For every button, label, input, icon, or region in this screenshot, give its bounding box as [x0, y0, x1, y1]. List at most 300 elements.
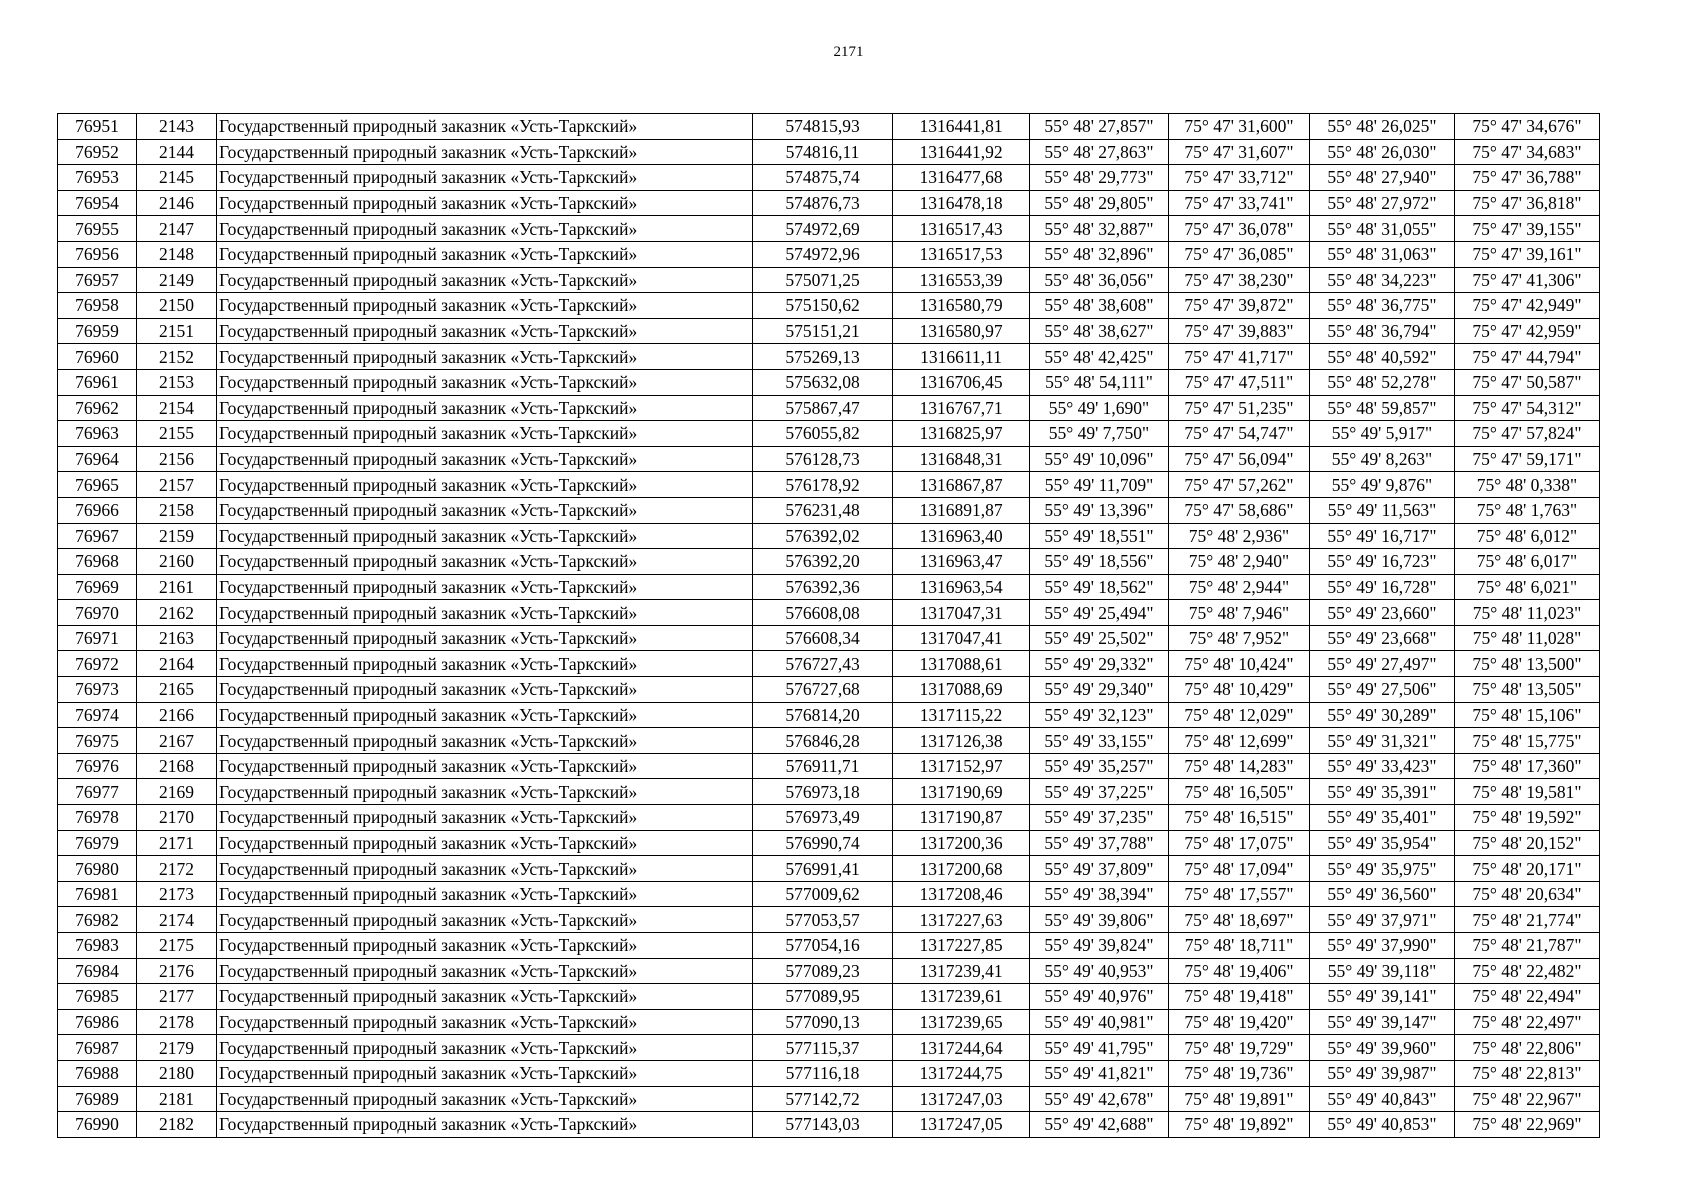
- latitude-2-cell: 55° 49' 35,391": [1310, 779, 1455, 805]
- object-name-cell: Государственный природный заказник «Усть-Таркский»: [217, 369, 753, 395]
- latitude-1-cell: 55° 49' 25,502": [1030, 625, 1169, 651]
- x-coordinate-cell: 576727,43: [753, 651, 893, 677]
- object-name-cell: Государственный природный заказник «Усть-Таркский»: [217, 600, 753, 626]
- longitude-1-cell: 75° 47' 41,717": [1169, 344, 1310, 370]
- point-number-cell: 2160: [137, 549, 217, 575]
- latitude-1-cell: 55° 49' 37,225": [1030, 779, 1169, 805]
- longitude-1-cell: 75° 47' 39,872": [1169, 293, 1310, 319]
- longitude-2-cell: 75° 48' 6,012": [1455, 523, 1600, 549]
- latitude-1-cell: 55° 49' 18,556": [1030, 549, 1169, 575]
- object-name-cell: Государственный природный заказник «Усть-Таркский»: [217, 651, 753, 677]
- latitude-2-cell: 55° 48' 31,055": [1310, 216, 1455, 242]
- row-number-cell: 76979: [58, 830, 137, 856]
- table-row: [58, 344, 1600, 370]
- latitude-2-cell: 55° 48' 27,940": [1310, 165, 1455, 191]
- object-name-cell: Государственный природный заказник «Усть-Таркский»: [217, 267, 753, 293]
- coordinates-table: [57, 113, 1600, 1138]
- object-name-cell: Государственный природный заказник «Усть-Таркский»: [217, 395, 753, 421]
- longitude-1-cell: 75° 48' 17,557": [1169, 881, 1310, 907]
- latitude-2-cell: 55° 49' 39,147": [1310, 1009, 1455, 1035]
- longitude-2-cell: 75° 47' 57,824": [1455, 421, 1600, 447]
- row-number-cell: 76982: [58, 907, 137, 933]
- latitude-2-cell: 55° 49' 35,975": [1310, 856, 1455, 882]
- longitude-1-cell: 75° 48' 7,946": [1169, 600, 1310, 626]
- latitude-2-cell: 55° 49' 37,990": [1310, 933, 1455, 959]
- row-number-cell: 76977: [58, 779, 137, 805]
- y-coordinate-cell: 1316825,97: [893, 421, 1030, 447]
- y-coordinate-cell: 1316441,81: [893, 114, 1030, 140]
- latitude-2-cell: 55° 49' 16,723": [1310, 549, 1455, 575]
- table-row: [58, 165, 1600, 191]
- table-row: [58, 190, 1600, 216]
- y-coordinate-cell: 1317047,41: [893, 625, 1030, 651]
- table-row: [58, 958, 1600, 984]
- object-name-cell: Государственный природный заказник «Усть-Таркский»: [217, 421, 753, 447]
- x-coordinate-cell: 576128,73: [753, 446, 893, 472]
- longitude-2-cell: 75° 47' 41,306": [1455, 267, 1600, 293]
- x-coordinate-cell: 576973,49: [753, 805, 893, 831]
- longitude-1-cell: 75° 47' 36,078": [1169, 216, 1310, 242]
- y-coordinate-cell: 1316706,45: [893, 369, 1030, 395]
- latitude-1-cell: 55° 48' 42,425": [1030, 344, 1169, 370]
- latitude-1-cell: 55° 49' 32,123": [1030, 702, 1169, 728]
- x-coordinate-cell: 576990,74: [753, 830, 893, 856]
- x-coordinate-cell: 576911,71: [753, 753, 893, 779]
- longitude-1-cell: 75° 47' 39,883": [1169, 318, 1310, 344]
- y-coordinate-cell: 1317227,85: [893, 933, 1030, 959]
- y-coordinate-cell: 1317088,69: [893, 677, 1030, 703]
- longitude-2-cell: 75° 48' 6,017": [1455, 549, 1600, 575]
- table-row: [58, 907, 1600, 933]
- longitude-1-cell: 75° 48' 12,029": [1169, 702, 1310, 728]
- longitude-1-cell: 75° 48' 18,697": [1169, 907, 1310, 933]
- table-row: [58, 1086, 1600, 1112]
- longitude-2-cell: 75° 47' 39,161": [1455, 241, 1600, 267]
- object-name-cell: Государственный природный заказник «Усть-Таркский»: [217, 779, 753, 805]
- latitude-2-cell: 55° 48' 59,857": [1310, 395, 1455, 421]
- x-coordinate-cell: 576814,20: [753, 702, 893, 728]
- row-number-cell: 76986: [58, 1009, 137, 1035]
- longitude-1-cell: 75° 48' 19,406": [1169, 958, 1310, 984]
- longitude-2-cell: 75° 48' 20,152": [1455, 830, 1600, 856]
- row-number-cell: 76953: [58, 165, 137, 191]
- latitude-1-cell: 55° 48' 27,863": [1030, 139, 1169, 165]
- table-row: [58, 805, 1600, 831]
- longitude-1-cell: 75° 48' 19,729": [1169, 1035, 1310, 1061]
- x-coordinate-cell: 576392,36: [753, 574, 893, 600]
- point-number-cell: 2169: [137, 779, 217, 805]
- row-number-cell: 76971: [58, 625, 137, 651]
- object-name-cell: Государственный природный заказник «Усть-Таркский»: [217, 702, 753, 728]
- object-name-cell: Государственный природный заказник «Усть-Таркский»: [217, 728, 753, 754]
- row-number-cell: 76973: [58, 677, 137, 703]
- x-coordinate-cell: 574815,93: [753, 114, 893, 140]
- row-number-cell: 76952: [58, 139, 137, 165]
- y-coordinate-cell: 1316553,39: [893, 267, 1030, 293]
- longitude-1-cell: 75° 47' 31,607": [1169, 139, 1310, 165]
- row-number-cell: 76969: [58, 574, 137, 600]
- object-name-cell: Государственный природный заказник «Усть-Таркский»: [217, 344, 753, 370]
- x-coordinate-cell: 576608,08: [753, 600, 893, 626]
- y-coordinate-cell: 1317244,75: [893, 1060, 1030, 1086]
- row-number-cell: 76978: [58, 805, 137, 831]
- point-number-cell: 2159: [137, 523, 217, 549]
- y-coordinate-cell: 1317088,61: [893, 651, 1030, 677]
- latitude-2-cell: 55° 49' 9,876": [1310, 472, 1455, 498]
- latitude-1-cell: 55° 49' 40,953": [1030, 958, 1169, 984]
- table-row: [58, 625, 1600, 651]
- table-row: [58, 318, 1600, 344]
- latitude-2-cell: 55° 49' 16,717": [1310, 523, 1455, 549]
- latitude-2-cell: 55° 49' 40,853": [1310, 1112, 1455, 1138]
- row-number-cell: 76959: [58, 318, 137, 344]
- longitude-2-cell: 75° 48' 22,497": [1455, 1009, 1600, 1035]
- point-number-cell: 2181: [137, 1086, 217, 1112]
- object-name-cell: Государственный природный заказник «Усть-Таркский»: [217, 523, 753, 549]
- table-row: [58, 984, 1600, 1010]
- longitude-1-cell: 75° 48' 2,936": [1169, 523, 1310, 549]
- x-coordinate-cell: 577142,72: [753, 1086, 893, 1112]
- row-number-cell: 76963: [58, 421, 137, 447]
- object-name-cell: Государственный природный заказник «Усть-Таркский»: [217, 856, 753, 882]
- row-number-cell: 76975: [58, 728, 137, 754]
- longitude-1-cell: 75° 48' 19,736": [1169, 1060, 1310, 1086]
- table-row: [58, 600, 1600, 626]
- latitude-1-cell: 55° 48' 29,805": [1030, 190, 1169, 216]
- longitude-2-cell: 75° 48' 1,763": [1455, 497, 1600, 523]
- object-name-cell: Государственный природный заказник «Усть-Таркский»: [217, 472, 753, 498]
- longitude-1-cell: 75° 48' 19,420": [1169, 1009, 1310, 1035]
- table-row: [58, 881, 1600, 907]
- longitude-2-cell: 75° 47' 34,683": [1455, 139, 1600, 165]
- y-coordinate-cell: 1317190,87: [893, 805, 1030, 831]
- table-row: [58, 753, 1600, 779]
- row-number-cell: 76962: [58, 395, 137, 421]
- x-coordinate-cell: 574816,11: [753, 139, 893, 165]
- y-coordinate-cell: 1317200,36: [893, 830, 1030, 856]
- object-name-cell: Государственный природный заказник «Усть-Таркский»: [217, 753, 753, 779]
- point-number-cell: 2166: [137, 702, 217, 728]
- latitude-2-cell: 55° 49' 8,263": [1310, 446, 1455, 472]
- row-number-cell: 76960: [58, 344, 137, 370]
- y-coordinate-cell: 1316441,92: [893, 139, 1030, 165]
- latitude-2-cell: 55° 49' 39,141": [1310, 984, 1455, 1010]
- point-number-cell: 2162: [137, 600, 217, 626]
- latitude-1-cell: 55° 49' 18,551": [1030, 523, 1169, 549]
- table-row: [58, 216, 1600, 242]
- object-name-cell: Государственный природный заказник «Усть-Таркский»: [217, 1086, 753, 1112]
- x-coordinate-cell: 576991,41: [753, 856, 893, 882]
- longitude-1-cell: 75° 47' 57,262": [1169, 472, 1310, 498]
- latitude-2-cell: 55° 49' 37,971": [1310, 907, 1455, 933]
- latitude-2-cell: 55° 49' 35,954": [1310, 830, 1455, 856]
- longitude-2-cell: 75° 48' 20,634": [1455, 881, 1600, 907]
- row-number-cell: 76958: [58, 293, 137, 319]
- latitude-2-cell: 55° 49' 23,660": [1310, 600, 1455, 626]
- point-number-cell: 2154: [137, 395, 217, 421]
- longitude-1-cell: 75° 47' 54,747": [1169, 421, 1310, 447]
- latitude-1-cell: 55° 48' 27,857": [1030, 114, 1169, 140]
- table-row: [58, 446, 1600, 472]
- point-number-cell: 2161: [137, 574, 217, 600]
- latitude-1-cell: 55° 49' 42,688": [1030, 1112, 1169, 1138]
- longitude-1-cell: 75° 48' 10,429": [1169, 677, 1310, 703]
- row-number-cell: 76967: [58, 523, 137, 549]
- longitude-2-cell: 75° 48' 19,592": [1455, 805, 1600, 831]
- longitude-2-cell: 75° 47' 34,676": [1455, 114, 1600, 140]
- object-name-cell: Государственный природный заказник «Усть-Таркский»: [217, 984, 753, 1010]
- longitude-1-cell: 75° 48' 19,891": [1169, 1086, 1310, 1112]
- table-row: [58, 1009, 1600, 1035]
- latitude-2-cell: 55° 48' 52,278": [1310, 369, 1455, 395]
- y-coordinate-cell: 1317239,41: [893, 958, 1030, 984]
- latitude-1-cell: 55° 49' 41,821": [1030, 1060, 1169, 1086]
- x-coordinate-cell: 577143,03: [753, 1112, 893, 1138]
- x-coordinate-cell: 577115,37: [753, 1035, 893, 1061]
- longitude-1-cell: 75° 48' 16,505": [1169, 779, 1310, 805]
- x-coordinate-cell: 574875,74: [753, 165, 893, 191]
- latitude-2-cell: 55° 49' 33,423": [1310, 753, 1455, 779]
- row-number-cell: 76965: [58, 472, 137, 498]
- longitude-1-cell: 75° 48' 18,711": [1169, 933, 1310, 959]
- latitude-2-cell: 55° 49' 27,506": [1310, 677, 1455, 703]
- object-name-cell: Государственный природный заказник «Усть-Таркский»: [217, 677, 753, 703]
- y-coordinate-cell: 1316963,54: [893, 574, 1030, 600]
- point-number-cell: 2174: [137, 907, 217, 933]
- table-row: [58, 1112, 1600, 1138]
- longitude-2-cell: 75° 47' 39,155": [1455, 216, 1600, 242]
- row-number-cell: 76974: [58, 702, 137, 728]
- x-coordinate-cell: 576727,68: [753, 677, 893, 703]
- y-coordinate-cell: 1317126,38: [893, 728, 1030, 754]
- y-coordinate-cell: 1317244,64: [893, 1035, 1030, 1061]
- y-coordinate-cell: 1317247,05: [893, 1112, 1030, 1138]
- longitude-1-cell: 75° 48' 7,952": [1169, 625, 1310, 651]
- table-row: [58, 293, 1600, 319]
- point-number-cell: 2146: [137, 190, 217, 216]
- longitude-2-cell: 75° 48' 11,023": [1455, 600, 1600, 626]
- object-name-cell: Государственный природный заказник «Усть-Таркский»: [217, 446, 753, 472]
- latitude-2-cell: 55° 49' 39,118": [1310, 958, 1455, 984]
- latitude-2-cell: 55° 48' 36,775": [1310, 293, 1455, 319]
- latitude-1-cell: 55° 49' 41,795": [1030, 1035, 1169, 1061]
- longitude-1-cell: 75° 48' 2,940": [1169, 549, 1310, 575]
- longitude-2-cell: 75° 48' 19,581": [1455, 779, 1600, 805]
- row-number-cell: 76951: [58, 114, 137, 140]
- longitude-2-cell: 75° 47' 36,788": [1455, 165, 1600, 191]
- y-coordinate-cell: 1317227,63: [893, 907, 1030, 933]
- latitude-1-cell: 55° 49' 11,709": [1030, 472, 1169, 498]
- object-name-cell: Государственный природный заказник «Усть-Таркский»: [217, 241, 753, 267]
- y-coordinate-cell: 1316517,43: [893, 216, 1030, 242]
- y-coordinate-cell: 1316517,53: [893, 241, 1030, 267]
- table-row: [58, 241, 1600, 267]
- point-number-cell: 2153: [137, 369, 217, 395]
- latitude-1-cell: 55° 49' 29,332": [1030, 651, 1169, 677]
- row-number-cell: 76980: [58, 856, 137, 882]
- y-coordinate-cell: 1316848,31: [893, 446, 1030, 472]
- latitude-2-cell: 55° 48' 31,063": [1310, 241, 1455, 267]
- table-row: [58, 933, 1600, 959]
- x-coordinate-cell: 576178,92: [753, 472, 893, 498]
- latitude-1-cell: 55° 49' 42,678": [1030, 1086, 1169, 1112]
- row-number-cell: 76987: [58, 1035, 137, 1061]
- x-coordinate-cell: 577053,57: [753, 907, 893, 933]
- table-row: [58, 139, 1600, 165]
- longitude-1-cell: 75° 48' 14,283": [1169, 753, 1310, 779]
- latitude-1-cell: 55° 49' 7,750": [1030, 421, 1169, 447]
- row-number-cell: 76972: [58, 651, 137, 677]
- longitude-2-cell: 75° 47' 42,949": [1455, 293, 1600, 319]
- longitude-2-cell: 75° 48' 15,106": [1455, 702, 1600, 728]
- y-coordinate-cell: 1316477,68: [893, 165, 1030, 191]
- y-coordinate-cell: 1316478,18: [893, 190, 1030, 216]
- latitude-1-cell: 55° 49' 40,981": [1030, 1009, 1169, 1035]
- latitude-2-cell: 55° 48' 34,223": [1310, 267, 1455, 293]
- object-name-cell: Государственный природный заказник «Усть-Таркский»: [217, 318, 753, 344]
- latitude-1-cell: 55° 48' 32,887": [1030, 216, 1169, 242]
- longitude-2-cell: 75° 48' 22,969": [1455, 1112, 1600, 1138]
- row-number-cell: 76966: [58, 497, 137, 523]
- longitude-1-cell: 75° 48' 10,424": [1169, 651, 1310, 677]
- row-number-cell: 76984: [58, 958, 137, 984]
- latitude-1-cell: 55° 49' 1,690": [1030, 395, 1169, 421]
- point-number-cell: 2143: [137, 114, 217, 140]
- point-number-cell: 2144: [137, 139, 217, 165]
- y-coordinate-cell: 1317239,61: [893, 984, 1030, 1010]
- longitude-2-cell: 75° 47' 42,959": [1455, 318, 1600, 344]
- point-number-cell: 2175: [137, 933, 217, 959]
- object-name-cell: Государственный природный заказник «Усть-Таркский»: [217, 1112, 753, 1138]
- x-coordinate-cell: 575632,08: [753, 369, 893, 395]
- table-row: [58, 830, 1600, 856]
- latitude-2-cell: 55° 49' 11,563": [1310, 497, 1455, 523]
- latitude-1-cell: 55° 49' 29,340": [1030, 677, 1169, 703]
- longitude-2-cell: 75° 48' 22,813": [1455, 1060, 1600, 1086]
- latitude-2-cell: 55° 49' 27,497": [1310, 651, 1455, 677]
- table-row: [58, 677, 1600, 703]
- latitude-2-cell: 55° 48' 40,592": [1310, 344, 1455, 370]
- longitude-2-cell: 75° 48' 22,967": [1455, 1086, 1600, 1112]
- row-number-cell: 76968: [58, 549, 137, 575]
- longitude-1-cell: 75° 47' 36,085": [1169, 241, 1310, 267]
- point-number-cell: 2148: [137, 241, 217, 267]
- x-coordinate-cell: 577089,23: [753, 958, 893, 984]
- latitude-1-cell: 55° 48' 38,627": [1030, 318, 1169, 344]
- longitude-2-cell: 75° 48' 11,028": [1455, 625, 1600, 651]
- x-coordinate-cell: 577116,18: [753, 1060, 893, 1086]
- point-number-cell: 2163: [137, 625, 217, 651]
- latitude-2-cell: 55° 48' 26,025": [1310, 114, 1455, 140]
- latitude-1-cell: 55° 49' 37,809": [1030, 856, 1169, 882]
- table-body: [58, 114, 1600, 1138]
- longitude-2-cell: 75° 47' 59,171": [1455, 446, 1600, 472]
- latitude-1-cell: 55° 49' 33,155": [1030, 728, 1169, 754]
- row-number-cell: 76957: [58, 267, 137, 293]
- longitude-2-cell: 75° 48' 17,360": [1455, 753, 1600, 779]
- point-number-cell: 2177: [137, 984, 217, 1010]
- longitude-1-cell: 75° 47' 47,511": [1169, 369, 1310, 395]
- longitude-1-cell: 75° 48' 16,515": [1169, 805, 1310, 831]
- row-number-cell: 76970: [58, 600, 137, 626]
- table-row: [58, 651, 1600, 677]
- object-name-cell: Государственный природный заказник «Усть-Таркский»: [217, 881, 753, 907]
- object-name-cell: Государственный природный заказник «Усть-Таркский»: [217, 933, 753, 959]
- latitude-1-cell: 55° 48' 29,773": [1030, 165, 1169, 191]
- page-number: 2171: [833, 44, 864, 60]
- table-row: [58, 395, 1600, 421]
- longitude-1-cell: 75° 48' 17,075": [1169, 830, 1310, 856]
- longitude-2-cell: 75° 48' 22,482": [1455, 958, 1600, 984]
- point-number-cell: 2182: [137, 1112, 217, 1138]
- y-coordinate-cell: 1316580,97: [893, 318, 1030, 344]
- point-number-cell: 2171: [137, 830, 217, 856]
- point-number-cell: 2176: [137, 958, 217, 984]
- table-row: [58, 779, 1600, 805]
- table-row: [58, 472, 1600, 498]
- latitude-2-cell: 55° 48' 26,030": [1310, 139, 1455, 165]
- latitude-1-cell: 55° 49' 37,235": [1030, 805, 1169, 831]
- object-name-cell: Государственный природный заказник «Усть-Таркский»: [217, 574, 753, 600]
- object-name-cell: Государственный природный заказник «Усть-Таркский»: [217, 1060, 753, 1086]
- y-coordinate-cell: 1317247,03: [893, 1086, 1030, 1112]
- point-number-cell: 2170: [137, 805, 217, 831]
- latitude-2-cell: 55° 49' 39,987": [1310, 1060, 1455, 1086]
- table-row: [58, 267, 1600, 293]
- x-coordinate-cell: 575150,62: [753, 293, 893, 319]
- table-row: [58, 114, 1600, 140]
- object-name-cell: Государственный природный заказник «Усть-Таркский»: [217, 216, 753, 242]
- latitude-2-cell: 55° 48' 36,794": [1310, 318, 1455, 344]
- latitude-1-cell: 55° 49' 39,824": [1030, 933, 1169, 959]
- longitude-2-cell: 75° 47' 36,818": [1455, 190, 1600, 216]
- object-name-cell: Государственный природный заказник «Усть-Таркский»: [217, 958, 753, 984]
- longitude-2-cell: 75° 48' 21,787": [1455, 933, 1600, 959]
- point-number-cell: 2152: [137, 344, 217, 370]
- longitude-1-cell: 75° 48' 19,892": [1169, 1112, 1310, 1138]
- row-number-cell: 76954: [58, 190, 137, 216]
- x-coordinate-cell: 576973,18: [753, 779, 893, 805]
- longitude-1-cell: 75° 47' 33,712": [1169, 165, 1310, 191]
- latitude-1-cell: 55° 49' 37,788": [1030, 830, 1169, 856]
- x-coordinate-cell: 575269,13: [753, 344, 893, 370]
- point-number-cell: 2145: [137, 165, 217, 191]
- point-number-cell: 2151: [137, 318, 217, 344]
- longitude-1-cell: 75° 48' 19,418": [1169, 984, 1310, 1010]
- y-coordinate-cell: 1317208,46: [893, 881, 1030, 907]
- longitude-1-cell: 75° 47' 58,686": [1169, 497, 1310, 523]
- point-number-cell: 2157: [137, 472, 217, 498]
- table-row: [58, 728, 1600, 754]
- row-number-cell: 76976: [58, 753, 137, 779]
- row-number-cell: 76981: [58, 881, 137, 907]
- object-name-cell: Государственный природный заказник «Усть-Таркский»: [217, 114, 753, 140]
- point-number-cell: 2158: [137, 497, 217, 523]
- latitude-1-cell: 55° 49' 40,976": [1030, 984, 1169, 1010]
- y-coordinate-cell: 1317239,65: [893, 1009, 1030, 1035]
- latitude-1-cell: 55° 48' 54,111": [1030, 369, 1169, 395]
- y-coordinate-cell: 1316891,87: [893, 497, 1030, 523]
- longitude-1-cell: 75° 47' 56,094": [1169, 446, 1310, 472]
- row-number-cell: 76989: [58, 1086, 137, 1112]
- table-row: [58, 497, 1600, 523]
- longitude-2-cell: 75° 48' 15,775": [1455, 728, 1600, 754]
- latitude-1-cell: 55° 49' 13,396": [1030, 497, 1169, 523]
- x-coordinate-cell: 574972,96: [753, 241, 893, 267]
- latitude-2-cell: 55° 49' 40,843": [1310, 1086, 1455, 1112]
- point-number-cell: 2178: [137, 1009, 217, 1035]
- y-coordinate-cell: 1317115,22: [893, 702, 1030, 728]
